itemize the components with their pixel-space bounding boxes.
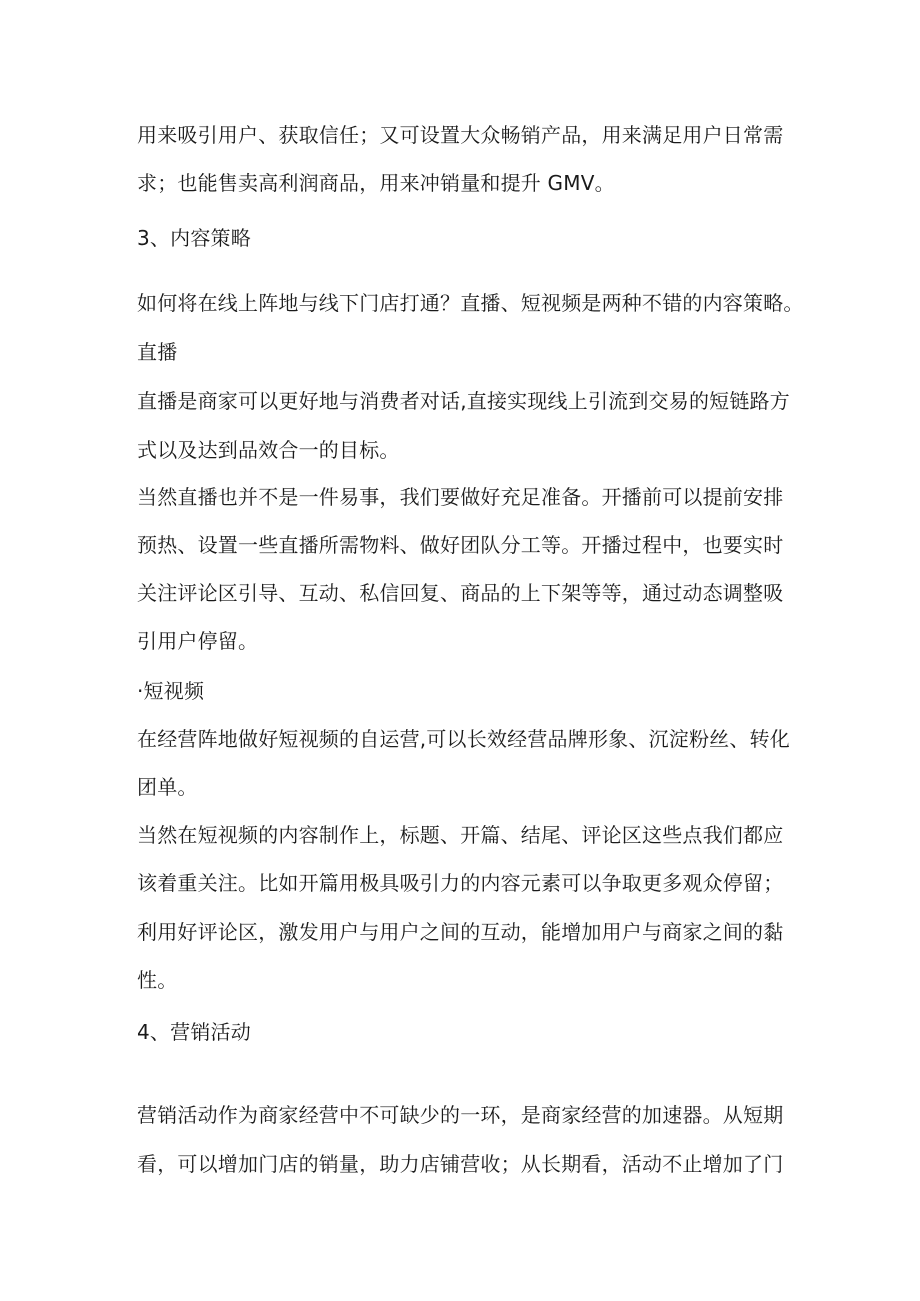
paragraph-line: 如何将在线上阵地与线下门店打通？直播、短视频是两种不错的内容策略。	[137, 291, 804, 315]
paragraph-line: 直播是商家可以更好地与消费者对话,直接实现线上引流到交易的短链路方	[137, 389, 790, 413]
subheading-short-video: ·短视频	[137, 679, 205, 703]
paragraph-line: 求；也能售卖高利润商品，用来冲销量和提升 GMV。	[137, 171, 615, 195]
paragraph-line: 当然在短视频的内容制作上，标题、开篇、结尾、评论区这些点我们都应	[137, 823, 784, 847]
paragraph-line: 在经营阵地做好短视频的自运营,可以长效经营品牌形象、沉淀粉丝、转化	[137, 727, 790, 751]
paragraph-line: 式以及达到品效合一的目标。	[137, 438, 400, 462]
paragraph-line: 营销活动作为商家经营中不可缺少的一环，是商家经营的加速器。从短期	[137, 1103, 784, 1127]
paragraph-line: 关注评论区引导、互动、私信回复、商品的上下架等等，通过动态调整吸	[137, 581, 784, 605]
paragraph-line: 看，可以增加门店的销量，助力店铺营收；从长期看，活动不止增加了门	[137, 1152, 784, 1176]
paragraph-line: 引用户停留。	[137, 629, 259, 653]
paragraph-line: 性。	[137, 968, 178, 992]
subheading-live: 直播	[137, 340, 178, 364]
paragraph-line: 团单。	[137, 775, 198, 799]
paragraph-line: 该着重关注。比如开篇用极具吸引力的内容元素可以争取更多观众停留；	[137, 871, 784, 895]
paragraph-line: 用来吸引用户、获取信任；又可设置大众畅销产品，用来满足用户日常需	[137, 123, 784, 147]
paragraph-line: 利用好评论区，激发用户与用户之间的互动，能增加用户与商家之间的黏	[137, 920, 784, 944]
paragraph-line: 当然直播也并不是一件易事，我们要做好充足准备。开播前可以提前安排	[137, 485, 784, 509]
paragraph-line: 预热、设置一些直播所需物料、做好团队分工等。开播过程中，也要实时	[137, 533, 784, 557]
section-heading: 3、内容策略	[137, 226, 251, 250]
section-heading: 4、营销活动	[137, 1020, 251, 1044]
